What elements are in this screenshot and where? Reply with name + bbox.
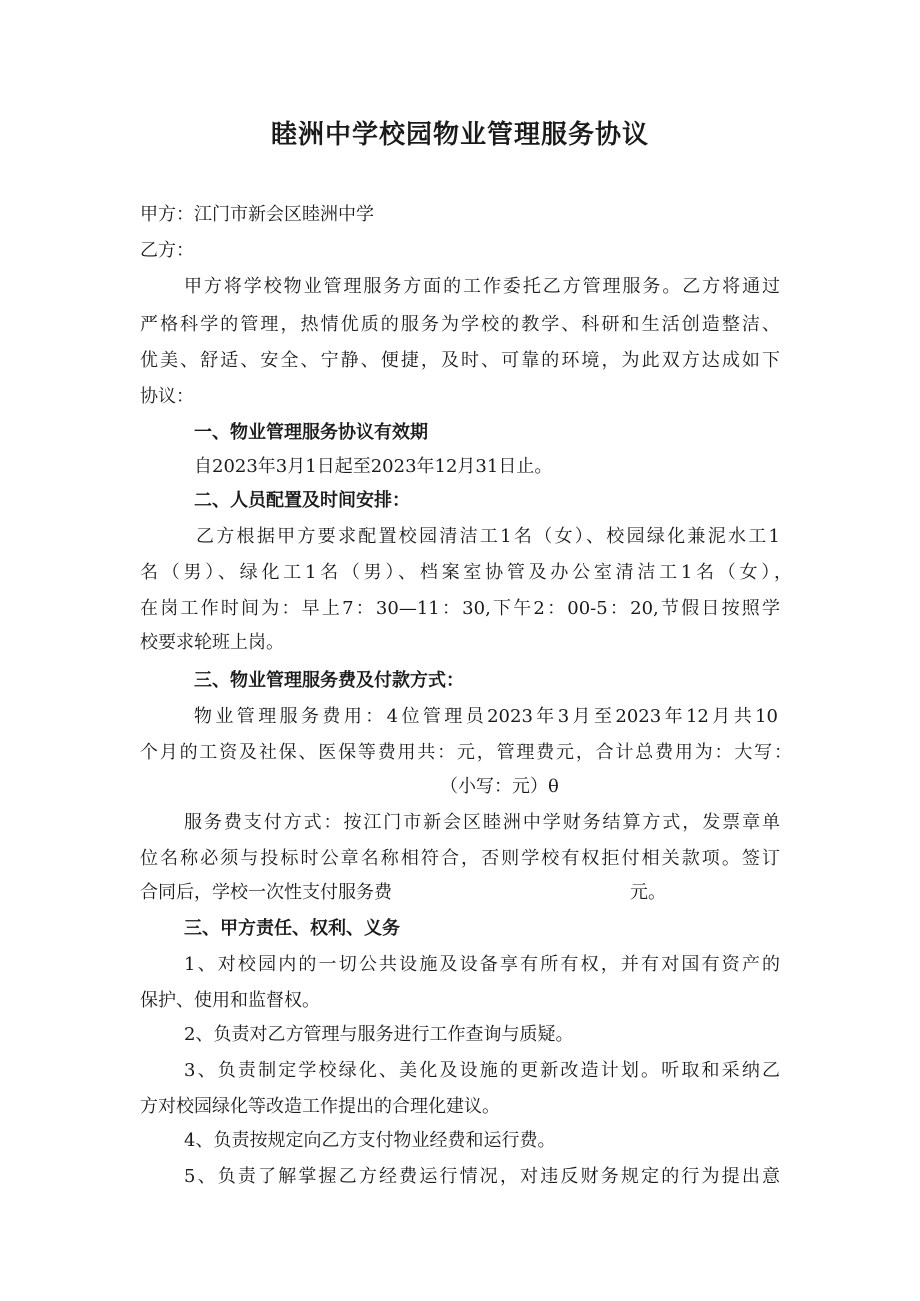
section3-heading: 三、物业管理服务费及付款方式： bbox=[194, 670, 464, 691]
clause-item: 保护、使用和监督权。 bbox=[140, 990, 320, 1011]
section2-text: 在岗工作时间为：早上7：30—11：30,下午2：00-5：20,节假日按照学 bbox=[140, 598, 780, 619]
clause-item: 方对校园绿化等改造工作提出的合理化建议。 bbox=[140, 1096, 500, 1117]
clause-item: 4、负责按规定向乙方支付物业经费和运行费。 bbox=[184, 1130, 556, 1151]
section2-text: 名（男）、绿化工1名（男）、档案室协管及办公室清洁工1名（女）， bbox=[140, 562, 792, 583]
intro-line: 协议： bbox=[140, 386, 194, 407]
intro-line: 优美、舒适、安全、宁静、便捷，及时、可靠的环境，为此双方达成如下 bbox=[140, 350, 780, 371]
document-title: 睦洲中学校园物业管理服务协议 bbox=[270, 120, 649, 150]
clause-item: 2、负责对乙方管理与服务进行工作查询与质疑。 bbox=[184, 1024, 574, 1045]
party-a: 甲方：江门市新会区睦洲中学 bbox=[140, 204, 374, 225]
section4-heading: 三、甲方责任、权利、义务 bbox=[184, 918, 400, 939]
intro-line: 严格科学的管理，热情优质的服务为学校的教学、科研和生活创造整洁、 bbox=[140, 314, 780, 335]
party-b: 乙方： bbox=[140, 240, 194, 261]
clause-item: 5、负责了解掌握乙方经费运行情况，对违反财务规定的行为提出意 bbox=[184, 1166, 780, 1187]
section2-heading: 二、人员配置及时间安排： bbox=[194, 490, 410, 511]
intro-line: 甲方将学校物业管理服务方面的工作委托乙方管理服务。乙方将通过 bbox=[184, 276, 780, 297]
fee-line: 个月的工资及社保、医保等费用共：元，管理费元，合计总费用为：大写： bbox=[140, 742, 792, 763]
payment-line: 合同后，学校一次性支付服务费 bbox=[140, 882, 392, 903]
payment-line: 服务费支付方式：按江门市新会区睦洲中学财务结算方式，发票章单 bbox=[184, 812, 780, 833]
clause-item: 3、负责制定学校绿化、美化及设施的更新改造计划。听取和采纳乙 bbox=[184, 1060, 780, 1081]
payment-line: 元。 bbox=[630, 882, 666, 903]
section2-text: 乙方根据甲方要求配置校园清洁工1名（女）、校园绿化兼泥水工1 bbox=[196, 526, 780, 547]
payment-line: 位名称必须与投标时公章名称相符合，否则学校有权拒付相关款项。签订 bbox=[140, 848, 780, 869]
section1-text: 自2023年3月1日起至2023年12月31日止。 bbox=[194, 456, 553, 477]
section2-text: 校要求轮班上岗。 bbox=[140, 632, 284, 653]
fee-line: 物业管理服务费用：4位管理员2023年3月至2023年12月共10 bbox=[194, 706, 778, 727]
clause-item: 1、对校园内的一切公共设施及设备享有所有权，并有对国有资产的 bbox=[184, 954, 780, 975]
fee-line: （小写：元）θ bbox=[440, 776, 559, 797]
section1-heading: 一、物业管理服务协议有效期 bbox=[194, 422, 428, 443]
